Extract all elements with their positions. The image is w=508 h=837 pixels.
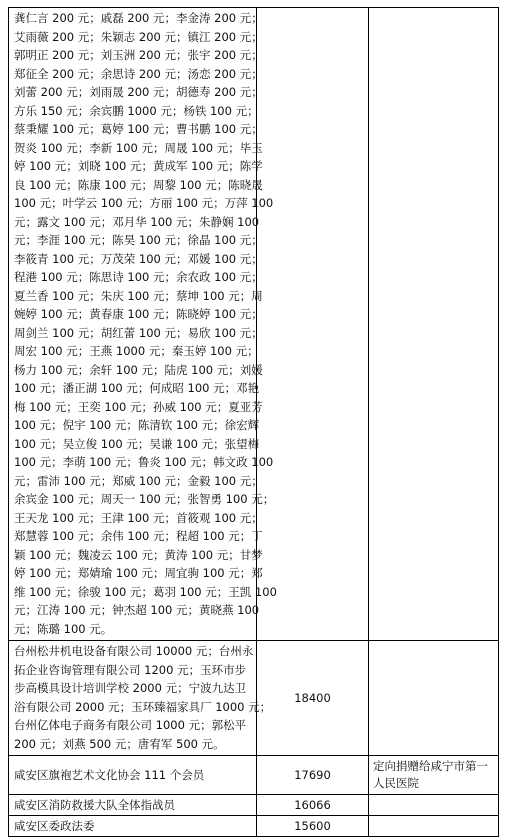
note-cell <box>369 816 499 837</box>
amount-cell <box>257 8 369 641</box>
donor-line: 梅 100 元；王奕 100 元；孙威 100 元；夏亚芳 <box>14 399 263 414</box>
donor-line: 夏兰香 100 元；朱庆 100 元；蔡坤 100 元；周 <box>14 288 263 303</box>
donor-line: 维 100 元；徐骏 100 元；葛羽 100 元；王凯 100 <box>14 584 277 599</box>
amount-cell: 18400 <box>257 641 369 756</box>
donation-table <box>8 7 499 837</box>
donor-line: 婷 100 元；刘晓 100 元；黄成军 100 元；陈学 <box>14 159 263 173</box>
donor-line: 拓企业咨询管理有限公司 1200 元；玉环市步 <box>14 662 247 677</box>
donor-line: 元；雷沛 100 元；郑威 100 元；金毅 100 元； <box>14 473 263 488</box>
table-row <box>9 756 499 795</box>
donor-line: 周宏 100 元；王燕 1000 元；秦玉婷 100 元； <box>14 344 259 358</box>
note-cell <box>369 641 499 756</box>
donor-line: 蔡秉耀 100 元；葛婷 100 元；曹书鹏 100 元； <box>14 122 263 136</box>
donor-line: 100 元；李萌 100 元；鲁炎 100 元；韩文政 100 <box>14 455 274 469</box>
donor-cell: 咸安区委政法委 <box>9 816 257 837</box>
donor-line: 婉婷 100 元；黄春康 100 元；陈晓婷 100 元； <box>14 307 263 321</box>
donor-line: 良 100 元；陈康 100 元；周黎 100 元；陈晓晟 <box>14 177 263 192</box>
donor-line: 颖 100 元；魏凌云 100 元；黄涛 100 元；甘梦 <box>14 547 263 562</box>
donor-line: 周剑兰 100 元；胡红蕾 100 元；易欣 100 元； <box>14 325 263 340</box>
donor-line: 杨力 100 元；余轩 100 元；陆虎 100 元；刘媛 <box>14 362 263 377</box>
note-cell <box>369 795 499 816</box>
donor-line: 婷 100 元；郑婧瑜 100 元；周宜驹 100 元；郑 <box>14 566 263 580</box>
donor-line: 100 元；潘正湖 100 元；何成昭 100 元；邓艳 <box>14 381 260 395</box>
amount-cell: 16066 <box>257 795 369 816</box>
amount-cell: 15600 <box>257 816 369 837</box>
donor-line: 台州亿体电子商务有限公司 1000 元；郭松平 <box>14 718 247 732</box>
donor-line: 元；露文 100 元；邓月华 100 元；朱静娴 100 <box>14 214 260 229</box>
donor-line: 郭明正 200 元；刘玉洲 200 元；张宇 200 元； <box>14 48 263 62</box>
donor-line: 余宾金 100 元；周天一 100 元；张智勇 100 元； <box>14 492 275 506</box>
donor-cell: 咸安区消防救援大队全体指战员 <box>9 795 257 816</box>
table-row <box>9 8 499 641</box>
donor-line: 郑征全 200 元；余思诗 200 元；汤恋 200 元； <box>14 66 263 81</box>
donor-line: 100 元；倪宇 100 元；陈清钦 100 元；徐宏辉 <box>14 418 260 432</box>
donor-line: 100 元；叶学云 100 元；方丽 100 元；万萍 100 <box>14 196 274 210</box>
donor-list-cell <box>9 641 272 756</box>
donor-cell: 咸安区旗袍艺术文化协会 111 个会员 <box>9 756 257 795</box>
table-row <box>9 795 499 816</box>
donor-line: 步高模具设计培训学校 2000 元；宁波九达卫 <box>14 681 247 695</box>
donor-line: 100 元；吴立俊 100 元；吴谦 100 元；张望梅 <box>14 436 260 451</box>
donor-line: 郑慧蓉 100 元；余伟 100 元；程超 100 元；丁 <box>14 529 263 543</box>
donor-line: 元；李涯 100 元；陈昊 100 元；徐晶 100 元； <box>14 233 263 247</box>
donor-line: 王天龙 100 元；王津 100 元；首筱观 100 元； <box>14 510 263 525</box>
donor-line: 台州松井机电设备有限公司 10000 元；台州永 <box>14 644 254 658</box>
donor-line: 元；江涛 100 元；钟杰超 100 元；黄晓燕 100 <box>14 603 260 617</box>
donor-line: 贺炎 100 元；李新 100 元；周晟 100 元；毕玉 <box>14 140 263 155</box>
donor-list-cell <box>9 8 277 641</box>
table-row <box>9 641 499 756</box>
donor-line: 龚仁言 200 元；戚磊 200 元；李金涛 200 元； <box>14 11 263 25</box>
donor-line: 方乐 150 元；余宾鹏 1000 元；杨铁 100 元； <box>14 103 259 118</box>
table-row <box>9 816 499 837</box>
donor-line: 艾雨薇 200 元；朱颖志 200 元；镇江 200 元； <box>14 29 263 44</box>
donor-line: 刘蕾 200 元；刘雨晟 200 元；胡德寿 200 元； <box>14 85 263 99</box>
donor-line: 程港 100 元；陈思诗 100 元；余农政 100 元； <box>14 270 263 284</box>
donor-line: 李筱青 100 元；万茂荣 100 元；邓媛 100 元； <box>14 251 263 266</box>
amount-cell: 17690 <box>257 756 369 795</box>
note-cell <box>369 8 499 641</box>
donor-line: 浴有限公司 2000 元；玉环臻福家具厂 1000 元； <box>14 699 272 714</box>
donor-line: 元；陈璐 100 元。 <box>14 621 113 636</box>
note-cell: 定向捐赠给咸宁市第一人民医院 <box>369 756 499 795</box>
donor-line: 200 元；刘燕 500 元；唐宥军 500 元。 <box>14 736 225 751</box>
